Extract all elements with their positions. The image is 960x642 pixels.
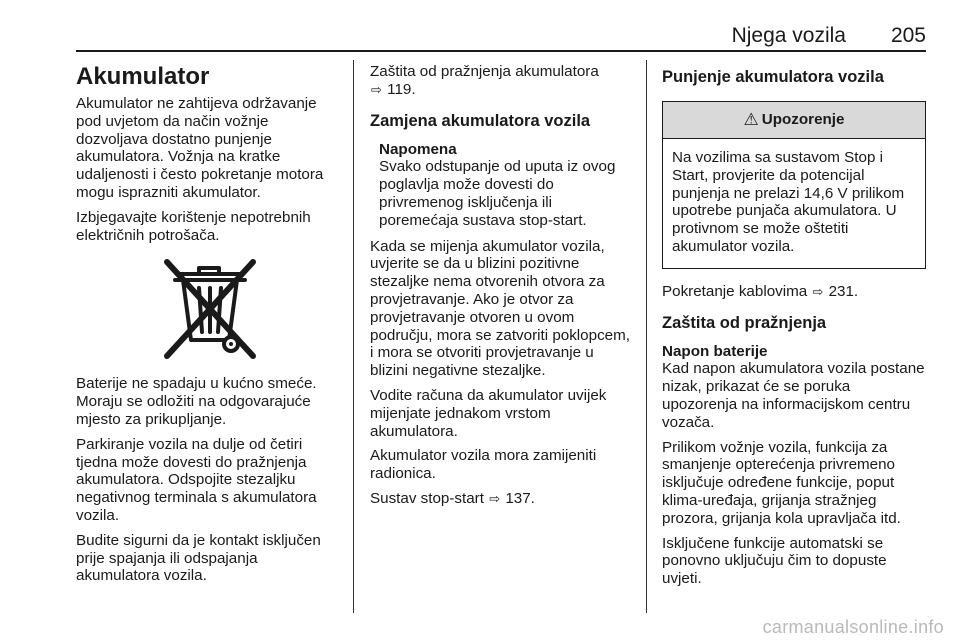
column-2: [370, 63, 635, 515]
paragraph-disposal: Baterije ne spadaju u kućno smeće. Moraju se odložiti na odgovarajuće mjesto za prikupljanje.: [76, 375, 317, 428]
warning-header: [663, 102, 925, 139]
reference-page[interactable]: 119.: [387, 80, 416, 98]
subheading-battery-voltage: Napon baterije: [662, 342, 768, 360]
column-3: [662, 63, 926, 595]
column-divider-2: [646, 60, 647, 613]
reference-arrow-icon: ⇨: [489, 490, 501, 506]
paragraph-workshop: Akumulator vozila mora zamijeniti radionica.: [370, 447, 597, 483]
reference-arrow-icon: ⇨: [371, 81, 382, 97]
reference-text: Zaštita od pražnjenja akumulatora: [370, 63, 599, 80]
column-1: [76, 63, 344, 592]
reference-page[interactable]: 231.: [828, 282, 859, 300]
paragraph-low-voltage: Kad napon akumulatora vozila postane nizak, prikazat će se poruka upozorenja na informacijskom centru vozača.: [662, 360, 925, 431]
page-title: Akumulator: [76, 63, 210, 90]
heading-charging: Punjenje akumulatora vozila: [662, 68, 884, 86]
page-number: 205: [890, 24, 926, 47]
paragraph-battery-maintenance: Akumulator ne zahtijeva održavanje pod uvjetom da način vožnje dozvoljava dostatno punjenje akumulatora. Vožnja na kratke udaljenosti i često pokretanje motora mogu isprazniti akumulator.: [76, 95, 324, 201]
heading-battery-replacement: Zamjena akumulatora vozila: [370, 111, 591, 130]
warning-triangle-icon: ⚠: [743, 110, 759, 130]
reference-arrow-icon: ⇨: [812, 283, 824, 299]
warning-box: [662, 101, 926, 269]
paragraph-same-type: Vodite računa da akumulator uvijek mijenjate jednakom vrstom akumulatora.: [370, 386, 607, 440]
section-title: Njega vozila: [731, 24, 846, 47]
stop-start-reference: [370, 490, 635, 508]
note-block: [370, 141, 635, 230]
paragraph-parking: Parkiranje vozila na dulje od četiri tjedna može dovesti do pražnjenja akumulatora. Odspojite stezaljku negativnog terminala s akumulatora vozila.: [76, 435, 317, 524]
warning-text: Na vozilima sa sustavom Stop i Start, provjerite da potencijal punjenja ne prelazi 14,6 V prilikom upotrebe punjača akumulatora. U protivnom se može oštetiti akumulator vozila.: [672, 149, 905, 255]
reference-page[interactable]: 137.: [505, 489, 535, 507]
heading-discharge-protection: Zaštita od pražnjenja: [662, 313, 827, 332]
crossed-out-bin-icon: [155, 256, 265, 359]
paragraph-ignition-off: Budite sigurni da je kontakt isključen prije spajanja ili odspajanja akumulatora vozila.: [76, 531, 321, 585]
paragraph-avoid-consumers: Izbjegavajte korištenje nepotrebnih električnih potrošača.: [76, 208, 311, 244]
reference-text: Pokretanje kablovima: [662, 282, 808, 300]
page-header: [76, 20, 926, 46]
note-text: Svako odstupanje od uputa iz ovog poglavlja može dovesti do privremenog isključenja ili poremećaja sustava stop-start.: [379, 158, 616, 229]
paragraph-load-reduction: Prilikom vožnje vozila, funkcija za smanjenje opterećenja privremeno isključuje određene funkcije, poput klima-uređaja, grijanja stražnjeg prozora, grijanja kola upravljača itd.: [662, 438, 901, 527]
column-divider-1: [353, 60, 354, 613]
header-rule: [76, 50, 926, 52]
paragraph-reenable: Isključene funkcije automatski se ponovno uključuju čim to dopuste uvjeti.: [662, 534, 887, 588]
note-label: Napomena: [379, 140, 457, 158]
watermark: carmanualsonline.info: [762, 617, 944, 637]
jump-start-reference: [662, 283, 926, 301]
reference-text: Sustav stop-start: [370, 489, 484, 507]
paragraph-vent-openings: Kada se mijenja akumulator vozila, uvjerite se da u blizini pozitivne stezaljke nema otvorenih otvora za provjetravanje. Ako je otvor za provjetravanje otvoren u ovom području, mora se zatvoriti poklopcem, i mora se otvoriti provjetravanje u blizini negativne stezaljke.: [370, 237, 630, 380]
warning-title: Upozorenje: [761, 111, 845, 129]
discharge-protection-reference: [370, 63, 635, 99]
